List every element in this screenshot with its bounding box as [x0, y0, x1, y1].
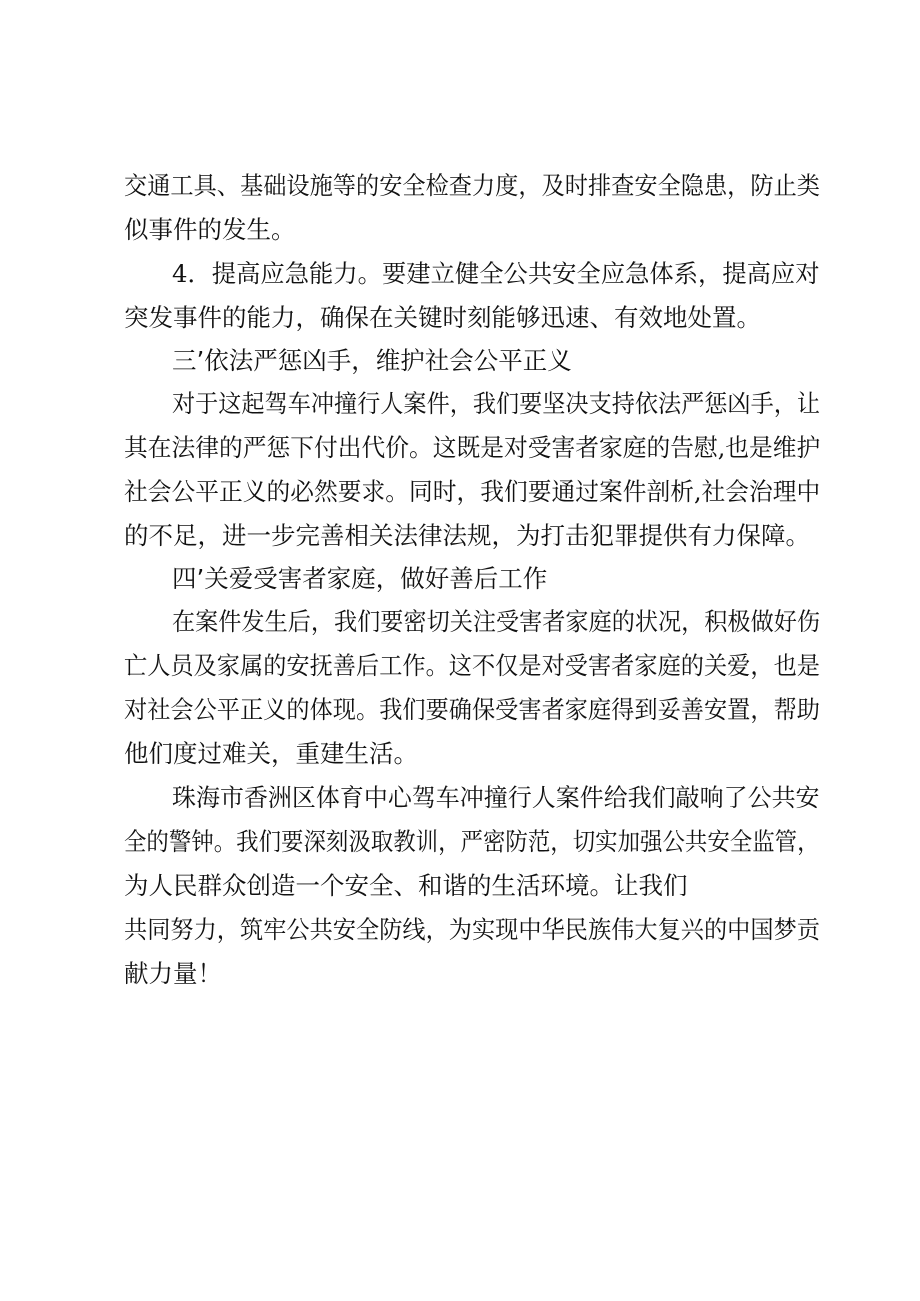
body-line-6: 对于这起驾车冲撞行人案件，我们要坚决支持依法严惩凶手，让	[172, 389, 820, 418]
body-line-9: 的不足，进一步完善相关法律法规，为打击犯罪提供有力保障。	[124, 521, 810, 550]
body-line-19: 献力量！	[124, 959, 222, 988]
body-line-12: 亡人员及家属的安抚善后工作。这不仅是对受害者家庭的关爱，也是	[124, 651, 820, 680]
body-line-14: 他们度过难关，重建生活。	[124, 739, 418, 768]
body-line-1: 交通工具、基础设施等的安全检查力度，及时排查安全隐患，防止类	[124, 171, 820, 200]
body-line-16: 全的警钟。我们要深刻汲取教训，严密防范，切实加强公共安全监管，	[124, 827, 820, 856]
body-line-8: 社会公平正义的必然要求。同时，我们要通过案件剖析,社会治理中	[124, 477, 821, 506]
body-line-11: 在案件发生后，我们要密切关注受害者家庭的状况，积极做好伤	[172, 607, 820, 636]
body-line-3: 4．提高应急能力。要建立健全公共安全应急体系，提高应对	[172, 259, 820, 288]
body-line-7: 其在法律的严惩下付出代价。这既是对受害者家庭的告慰,也是维护	[124, 433, 821, 462]
body-line-13: 对社会公平正义的体现。我们要确保受害者家庭得到妥善安置，帮助	[124, 695, 820, 724]
section-heading-4: 四’关爱受害者家庭，做好善后工作	[172, 564, 548, 593]
section-heading-3: 三’依法严惩凶手，维护社会公平正义	[172, 346, 572, 375]
body-line-17: 为人民群众创造一个安全、和谐的生活环境。让我们	[124, 871, 688, 900]
body-line-18: 共同努力，筑牢公共安全防线，为实现中华民族伟大复兴的中国梦贡	[124, 915, 820, 944]
body-line-15: 珠海市香洲区体育中心驾车冲撞行人案件给我们敲响了公共安	[172, 783, 820, 812]
body-line-4: 突发事件的能力，确保在关键时刻能够迅速、有效地处置。	[124, 303, 761, 332]
body-line-2: 似事件的发生。	[124, 215, 296, 244]
